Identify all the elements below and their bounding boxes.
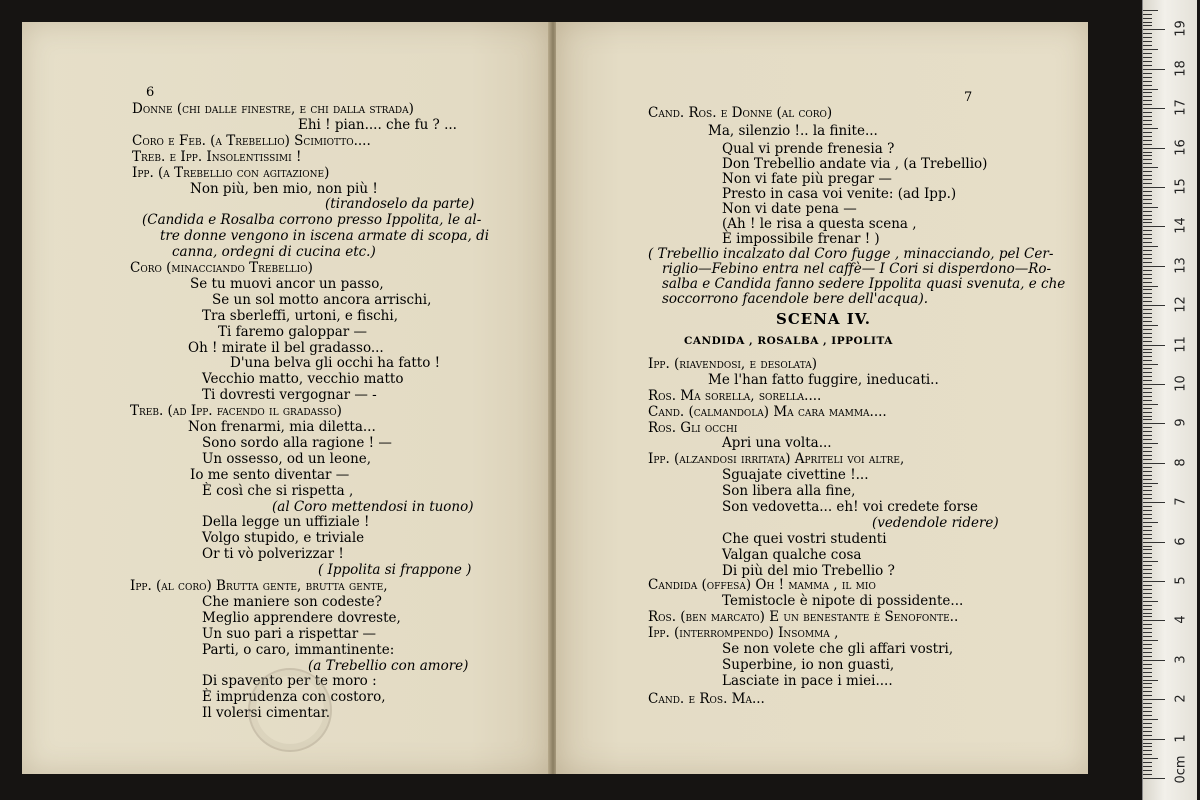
ruler-tick (1143, 597, 1152, 598)
ruler-tick (1143, 242, 1152, 243)
left-page-line: Ti faremo galoppar — (218, 323, 368, 340)
ruler-tick (1143, 14, 1152, 15)
ruler-tick (1143, 167, 1158, 168)
ruler-tick (1143, 396, 1152, 397)
ruler-tick (1143, 522, 1158, 523)
ruler-number: 15 (1173, 178, 1189, 195)
ruler-tick (1143, 234, 1152, 235)
ruler-tick (1143, 628, 1152, 629)
left-page-line: (tirandoselo da parte) (325, 196, 475, 213)
ruler-tick (1143, 565, 1152, 566)
ruler-tick (1143, 45, 1152, 46)
ruler-number: 1 (1173, 733, 1189, 743)
ruler-tick (1143, 282, 1152, 283)
ruler-tick (1143, 447, 1152, 448)
left-page-line: Ipp. (a Trebellio con agitazione) (132, 164, 330, 181)
ruler-tick (1143, 258, 1152, 259)
left-page-line: Sono sordo alla ragione ! — (202, 434, 392, 451)
ruler-tick (1143, 451, 1152, 452)
ruler-tick (1143, 301, 1152, 302)
ruler-tick (1143, 309, 1152, 310)
ruler-tick (1143, 163, 1152, 164)
ruler-tick (1143, 191, 1152, 192)
ruler-tick (1143, 593, 1152, 594)
ruler-tick (1143, 226, 1165, 227)
ruler-number: 4 (1173, 615, 1189, 625)
ruler-tick (1143, 632, 1152, 633)
ruler-tick (1143, 739, 1165, 740)
ruler-tick (1143, 620, 1165, 621)
ruler-tick (1143, 18, 1152, 19)
ruler-tick (1143, 144, 1152, 145)
ruler-tick (1143, 104, 1152, 105)
left-page-line: Volgo stupido, e triviale (202, 530, 365, 547)
ruler-number: 8 (1173, 458, 1189, 467)
left-page-line: Il volersi cimentar. (202, 705, 331, 722)
ruler-tick (1143, 455, 1152, 456)
ruler-tick (1143, 207, 1158, 208)
ruler-tick (1143, 215, 1152, 216)
right-page-line: Sguajate civettine !... (722, 467, 869, 483)
ruler-tick (1143, 573, 1152, 574)
ruler-tick (1143, 691, 1152, 692)
ruler-tick (1143, 506, 1152, 507)
ruler-tick (1143, 483, 1158, 484)
ruler-tick (1143, 609, 1152, 610)
ruler-tick (1143, 81, 1152, 82)
ruler-tick (1143, 518, 1152, 519)
left-page-line: Che maniere son codeste? (202, 593, 382, 610)
left-page-line: Della legge un uffiziale ! (202, 514, 370, 531)
left-page-line: Ipp. (al coro) Brutta gente, brutta gente, (130, 578, 388, 594)
ruler-number: 7 (1173, 497, 1189, 506)
ruler-tick (1143, 171, 1152, 172)
ruler-number: 10 (1173, 375, 1189, 392)
ruler-tick (1143, 41, 1152, 42)
left-page-line: Meglio apprendere dovreste, (202, 609, 401, 626)
left-page-line: (al Coro mettendosi in tuono) (272, 498, 474, 515)
right-page-line: Cand. e Ros. Ma... (648, 691, 765, 707)
right-page-line: Non vi fate più pregar — (722, 171, 892, 187)
ruler-tick (1143, 624, 1152, 625)
ruler-tick (1143, 762, 1152, 763)
left-page-line: Non frenarmi, mia diletta... (188, 419, 376, 435)
right-page-line: Ros. (ben marcato) E un benestante è Senofonte.. (648, 609, 959, 625)
ruler-number: 14 (1173, 217, 1189, 235)
right-page-line: Non vi date pena — (722, 201, 857, 217)
ruler-tick (1143, 195, 1152, 196)
left-page-line: tre donne vengono in iscena armate di scopa, di (160, 228, 490, 245)
ruler-tick (1143, 77, 1152, 78)
ruler-tick (1143, 680, 1158, 681)
ruler-tick (1143, 305, 1165, 306)
ruler-tick (1143, 672, 1152, 673)
ruler-tick (1143, 333, 1152, 334)
ruler-tick (1143, 266, 1165, 267)
ruler-unit-label: 0cm (1173, 755, 1189, 784)
ruler-tick (1143, 538, 1152, 539)
ruler-tick (1143, 743, 1152, 744)
ruler-tick (1143, 140, 1152, 141)
ruler-tick (1143, 85, 1152, 86)
ruler-tick (1143, 132, 1152, 133)
left-page-line: Treb. (ad Ipp. facendo il gradasso) (130, 403, 342, 420)
ruler-tick (1143, 380, 1152, 381)
ruler-tick (1143, 664, 1152, 665)
right-page-line: Apri una volta... (722, 435, 832, 451)
ruler-tick (1143, 29, 1165, 30)
ruler-number: 6 (1173, 536, 1189, 546)
ruler-tick (1143, 400, 1152, 401)
ruler-tick (1143, 553, 1152, 554)
ruler-tick (1143, 778, 1165, 779)
right-page-number: 7 (964, 90, 973, 105)
left-page-line: Di spavento per te moro : (202, 673, 377, 690)
ruler-tick (1143, 408, 1152, 409)
left-page-line: Ehi ! pian.... che fu ? ... (298, 116, 457, 133)
ruler-tick (1143, 179, 1152, 180)
ruler-tick (1143, 731, 1152, 732)
right-page-line: SCENA IV. (776, 310, 872, 328)
ruler-tick (1143, 644, 1152, 645)
right-page-line: ( Trebellio incalzato dal Coro fugge , minacciando, pel Cer- (648, 246, 1054, 262)
ruler-tick (1143, 199, 1152, 200)
left-page-line: (Candida e Rosalba corrono presso Ippolita, le al- (142, 212, 482, 229)
ruler-tick (1143, 159, 1152, 160)
left-page-line: Or ti vò polverizzar ! (202, 546, 344, 563)
ruler-tick (1143, 10, 1158, 11)
ruler-tick (1143, 723, 1152, 724)
right-page-line: Candida (offesa) Oh ! mamma , il mio (648, 577, 876, 593)
ruler-tick (1143, 652, 1152, 653)
left-page-line: Un ossesso, od un leone, (202, 450, 372, 467)
ruler-tick (1143, 687, 1152, 688)
left-page-line: Se tu muovi ancor un passo, (190, 275, 384, 292)
ruler-tick (1143, 230, 1152, 231)
ruler-tick (1143, 613, 1152, 614)
ruler-tick (1143, 502, 1165, 503)
right-page-line: Son vedovetta... eh! voi credete forse (722, 499, 979, 515)
left-page-line: Coro e Feb. (a Trebellio) Scimiotto.... (132, 132, 371, 149)
ruler-tick (1143, 183, 1152, 184)
left-page-line: Vecchio matto, vecchio matto (202, 371, 404, 388)
ruler-tick (1143, 187, 1165, 188)
ruler-tick (1143, 605, 1152, 606)
ruler-tick (1143, 534, 1152, 535)
ruler-tick (1143, 412, 1152, 413)
ruler-tick (1143, 148, 1165, 149)
ruler-tick (1143, 337, 1152, 338)
right-page-line: Ipp. (riavendosi, e desolata) (648, 356, 817, 372)
ruler-tick (1143, 616, 1152, 617)
ruler-number: 5 (1173, 576, 1189, 585)
ruler-tick (1143, 439, 1152, 440)
left-page-line: È imprudenza con costoro, (202, 689, 386, 706)
ruler-tick (1143, 112, 1152, 113)
right-page-line: (Ah ! le risa a questa scena , (722, 216, 917, 232)
ruler-tick (1143, 89, 1158, 90)
ruler-tick (1143, 345, 1165, 346)
ruler-number: 18 (1173, 60, 1189, 77)
ruler-tick (1143, 711, 1152, 712)
ruler-tick (1143, 57, 1152, 58)
ruler-tick (1143, 136, 1152, 137)
right-page-line: Presto in casa voi venite: (ad Ipp.) (722, 186, 957, 202)
ruler-tick (1143, 746, 1152, 747)
left-page-line: Tra sberleffi, urtoni, e fischi, (202, 307, 398, 324)
ruler-tick (1143, 96, 1152, 97)
left-page-line: Donne (chi dalle finestre, e chi dalla strada) (132, 101, 414, 117)
right-page-line: Cand. (calmandola) Ma cara mamma.... (648, 404, 887, 420)
ruler-tick (1143, 754, 1152, 755)
ruler-tick (1143, 384, 1165, 385)
right-page-line: Ros. Ma sorella, sorella.... (648, 388, 822, 404)
left-page-line: Coro (minacciando Trebellio) (130, 260, 313, 276)
ruler-tick (1143, 219, 1152, 220)
ruler-tick (1143, 356, 1152, 357)
ruler-tick (1143, 601, 1158, 602)
left-page-line: Oh ! mirate il bel gradasso... (188, 339, 384, 356)
ruler-tick (1143, 660, 1165, 661)
ruler-tick (1143, 770, 1152, 771)
ruler-tick (1143, 427, 1152, 428)
ruler-tick (1143, 203, 1152, 204)
ruler-tick (1143, 376, 1152, 377)
ruler-tick (1143, 108, 1165, 109)
ruler-tick (1143, 750, 1152, 751)
ruler-number: 3 (1173, 655, 1189, 664)
ruler-tick (1143, 364, 1158, 365)
right-page-line: Superbine, io non guasti, (722, 657, 895, 673)
ruler-tick (1143, 423, 1165, 424)
right-page-line: riglio—Febino entra nel caffè— I Cori si disperdono—Ro- (662, 261, 1052, 277)
ruler-tick (1143, 222, 1152, 223)
library-stamp (248, 668, 332, 752)
left-page-line: Ti dovresti vergognar — - (202, 387, 377, 404)
ruler-tick (1143, 656, 1152, 657)
left-page-line: Un suo pari a rispettar — (202, 625, 376, 642)
right-page-line: (vedendole ridere) (872, 515, 999, 531)
ruler-tick (1143, 494, 1152, 495)
ruler-tick (1143, 668, 1152, 669)
right-page-line: Ma, silenzio !.. la finite... (708, 123, 878, 139)
left-page-line: ( Ippolita si frappone ) (318, 562, 472, 579)
ruler-tick (1143, 262, 1152, 263)
ruler-tick (1143, 404, 1158, 405)
ruler-tick (1143, 636, 1152, 637)
ruler-tick (1143, 211, 1152, 212)
ruler-tick (1143, 435, 1152, 436)
ruler-tick (1143, 22, 1152, 23)
ruler-tick (1143, 313, 1152, 314)
ruler-tick (1143, 329, 1152, 330)
ruler-tick (1143, 549, 1152, 550)
ruler-tick (1143, 246, 1158, 247)
right-page-line: Son libera alla fine, (722, 483, 856, 499)
right-page-line: Ipp. (interrompendo) Insomma , (648, 625, 839, 641)
left-page-line: È così che si rispetta , (202, 482, 354, 499)
left-page-line: Io me sento diventar — (190, 466, 350, 483)
ruler-tick (1143, 577, 1152, 578)
right-page-line: È impossibile frenar ! ) (722, 231, 880, 247)
left-page-line: Non più, ben mio, non più ! (190, 180, 378, 197)
ruler-tick (1143, 317, 1152, 318)
ruler-tick (1143, 463, 1165, 464)
ruler-tick (1143, 707, 1152, 708)
left-page-line: D'una belva gli occhi ha fatto ! (230, 355, 441, 372)
ruler-tick (1143, 49, 1158, 50)
ruler-tick (1143, 73, 1152, 74)
ruler-tick (1143, 715, 1152, 716)
ruler-tick (1143, 514, 1152, 515)
left-page-line: Treb. e Ipp. Insolentissimi ! (132, 148, 302, 165)
ruler-tick (1143, 120, 1152, 121)
ruler-tick (1143, 479, 1152, 480)
left-page-number: 6 (146, 85, 155, 100)
ruler-tick (1143, 388, 1152, 389)
right-page-line: soccorrono facendole bere dell'acqua). (662, 291, 929, 307)
right-page-line: Ros. Gli occhi (648, 420, 738, 436)
ruler-tick (1143, 37, 1152, 38)
ruler-tick (1143, 419, 1152, 420)
ruler-tick (1143, 589, 1152, 590)
ruler-tick (1143, 61, 1152, 62)
ruler-tick (1143, 683, 1152, 684)
left-page-line: Se un sol motto ancora arrischi, (212, 291, 432, 308)
ruler-tick (1143, 569, 1152, 570)
ruler-tick (1143, 498, 1152, 499)
ruler-tick (1143, 443, 1158, 444)
ruler-tick (1143, 648, 1152, 649)
right-page-line: salba e Candida fanno sedere Ippolita quasi svenuta, e che (662, 276, 1066, 292)
right-page-line: Temistocle è nipote di possidente... (722, 593, 964, 609)
ruler-tick (1143, 372, 1152, 373)
ruler-tick (1143, 325, 1158, 326)
ruler-tick (1143, 766, 1152, 767)
ruler-number: 11 (1173, 335, 1189, 353)
ruler-tick (1143, 490, 1152, 491)
ruler-tick (1143, 69, 1165, 70)
ruler-tick (1143, 774, 1152, 775)
ruler-tick (1143, 278, 1152, 279)
left-page-line: canna, ordegni di cucina etc.) (172, 244, 376, 261)
ruler-tick (1143, 475, 1152, 476)
ruler-tick (1143, 431, 1152, 432)
ruler-number: 2 (1173, 694, 1189, 703)
right-page-line: Lasciate in pace i miei.... (722, 673, 893, 689)
left-page-line: Parti, o caro, immantinente: (202, 641, 395, 658)
ruler-tick (1143, 124, 1152, 125)
ruler-tick (1143, 542, 1165, 543)
ruler-tick (1143, 297, 1152, 298)
ruler-tick (1143, 467, 1152, 468)
right-page-line: Valgan qualche cosa (722, 547, 862, 563)
ruler-tick (1143, 360, 1152, 361)
ruler-number: 13 (1173, 257, 1189, 274)
ruler-tick (1143, 530, 1152, 531)
ruler-tick (1143, 175, 1152, 176)
ruler-tick (1143, 416, 1152, 417)
ruler-tick (1143, 703, 1152, 704)
ruler-tick (1143, 289, 1152, 290)
ruler-tick (1143, 341, 1152, 342)
ruler-tick (1143, 526, 1152, 527)
right-page-line: Cand. Ros. e Donne (al coro) (648, 105, 833, 121)
right-page-line: Qual vi prende frenesia ? (722, 141, 895, 157)
ruler-tick (1143, 510, 1152, 511)
ruler-tick (1143, 727, 1152, 728)
ruler-tick (1143, 561, 1158, 562)
ruler-tick (1143, 585, 1152, 586)
ruler-tick (1143, 719, 1158, 720)
ruler-tick (1143, 758, 1158, 759)
ruler-tick (1143, 254, 1152, 255)
ruler-tick (1143, 352, 1152, 353)
ruler-tick (1143, 250, 1152, 251)
ruler-tick (1143, 152, 1152, 153)
ruler-number: 9 (1173, 418, 1189, 428)
ruler-tick (1143, 699, 1165, 700)
ruler-tick (1143, 368, 1152, 369)
ruler-tick (1143, 695, 1152, 696)
ruler-tick (1143, 65, 1152, 66)
ruler-tick (1143, 471, 1152, 472)
ruler-tick (1143, 459, 1152, 460)
ruler-tick (1143, 735, 1152, 736)
ruler-number: 12 (1173, 296, 1189, 313)
ruler-number: 16 (1173, 138, 1189, 156)
ruler-tick (1143, 321, 1152, 322)
ruler-tick (1143, 676, 1152, 677)
ruler-tick (1143, 557, 1152, 558)
ruler-tick (1143, 25, 1152, 26)
right-page-line: Che quei vostri studenti (722, 531, 887, 547)
left-page-line: (a Trebellio con amore) (308, 657, 469, 674)
ruler-tick (1143, 349, 1152, 350)
ruler-tick (1143, 155, 1152, 156)
ruler-tick (1143, 640, 1158, 641)
right-page-line: Di più del mio Trebellio ? (722, 563, 895, 579)
ruler-tick (1143, 270, 1152, 271)
measuring-ruler (1142, 0, 1197, 800)
ruler-tick (1143, 100, 1152, 101)
ruler-tick (1143, 238, 1152, 239)
ruler-tick (1143, 392, 1152, 393)
ruler-tick (1143, 293, 1152, 294)
ruler-number: 17 (1173, 99, 1189, 116)
ruler-tick (1143, 33, 1152, 34)
ruler-tick (1143, 128, 1158, 129)
right-page-line: CANDIDA , ROSALBA , IPPOLITA (684, 335, 893, 347)
ruler-tick (1143, 92, 1152, 93)
ruler-tick (1143, 581, 1165, 582)
ruler-number: 19 (1173, 20, 1189, 38)
ruler-tick (1143, 486, 1152, 487)
ruler-tick (1143, 546, 1152, 547)
ruler-tick (1143, 286, 1158, 287)
ruler-tick (1143, 116, 1152, 117)
ruler-tick (1143, 274, 1152, 275)
right-page-line: Se non volete che gli affari vostri, (722, 641, 954, 657)
right-page-line: Don Trebellio andate via , (a Trebellio) (722, 156, 988, 172)
right-page-line: Me l'han fatto fuggire, ineducati.. (708, 372, 939, 388)
right-page-line: Ipp. (alzandosi irritata) Apriteli voi altre, (648, 451, 905, 467)
ruler-tick (1143, 53, 1152, 54)
